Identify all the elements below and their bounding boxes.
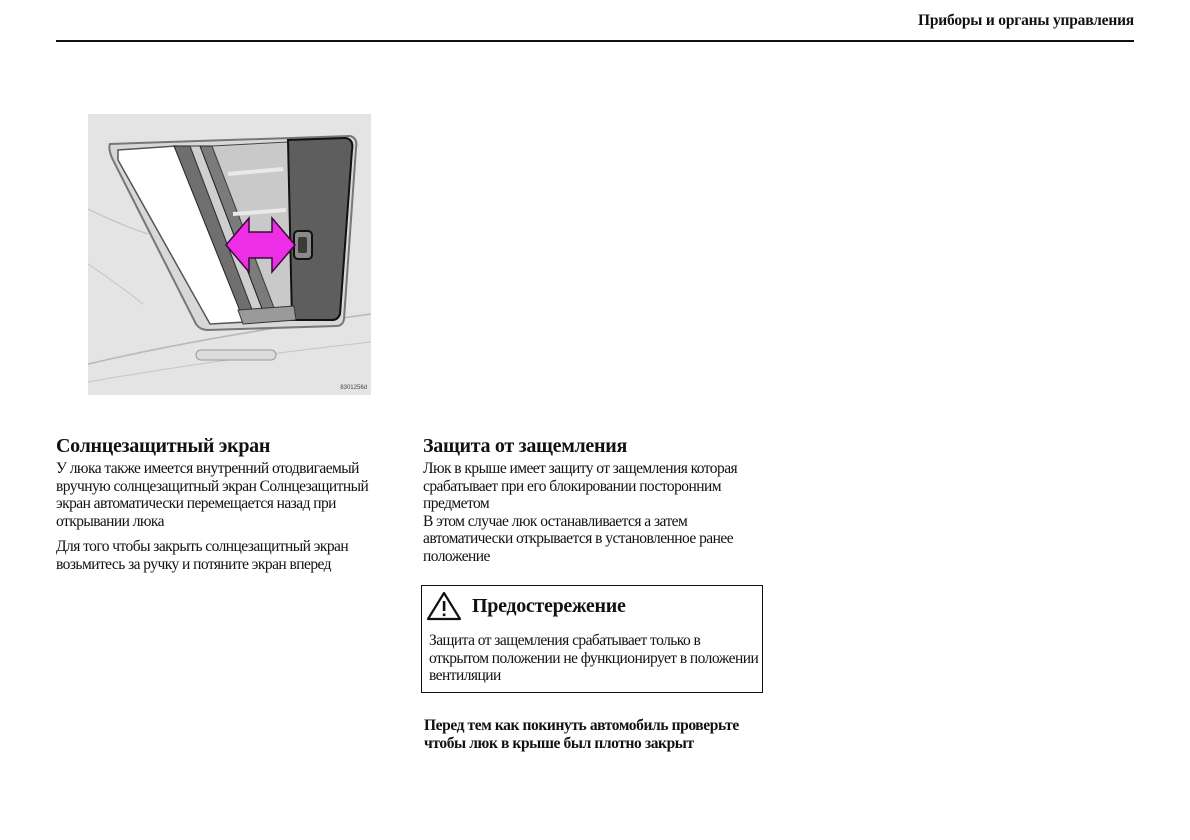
warning-header xyxy=(422,586,762,626)
header-divider xyxy=(56,40,1134,42)
closing-note: Перед тем как покинуть автомобиль проверьте чтобы люк в крыше был плотно закрыт xyxy=(424,717,739,752)
antipinch-heading: Защита от защемления xyxy=(423,435,627,457)
warning-title: Предостережение xyxy=(472,594,626,617)
sunshade-section xyxy=(56,434,401,573)
antipinch-section xyxy=(423,434,768,565)
antipinch-paragraph-2: В этом случае люк останавливается а затем автоматически открывается в установленное ранее положение xyxy=(423,512,734,565)
antipinch-paragraph-1: Люк в крыше имеет защиту от защемления которая срабатывает при его блокировании посторонним предметом xyxy=(423,460,738,512)
sunshade-heading: Солнцезащитный экран xyxy=(56,435,271,457)
sunshade-paragraph-2: Для того чтобы закрыть солнцезащитный экран возьмитесь за ручку и потяните экран вперед xyxy=(56,538,349,573)
figure-code: 8301256d xyxy=(340,385,367,391)
sunshade-paragraph-1: У люка также имеется внутренний отодвигаемый вручную солнцезащитный экран Солнцезащитный экран автоматически перемещается назад при открывании люка xyxy=(56,460,369,530)
warning-box xyxy=(421,585,763,693)
grab-handle xyxy=(196,350,276,360)
sunroof-illustration xyxy=(88,114,371,395)
warning-triangle-icon xyxy=(426,591,462,621)
sunroof-drawing xyxy=(88,114,371,395)
page-section-title: Приборы и органы управления xyxy=(917,12,1134,29)
warning-text: Защита от защемления срабатывает только в открытом положении не функционирует в положении вентиляции xyxy=(429,632,759,684)
handle-icon xyxy=(294,231,312,259)
